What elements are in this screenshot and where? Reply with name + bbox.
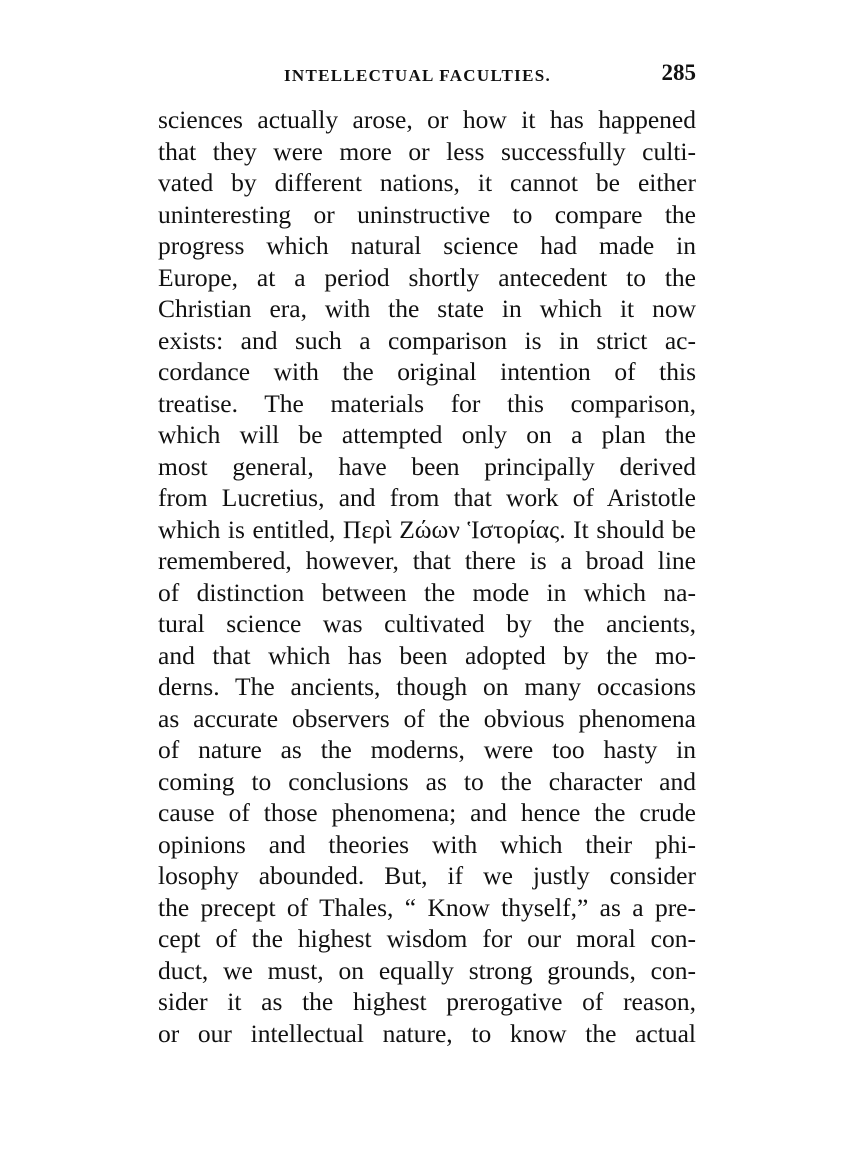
text-line: which will be attempted only on a plan the	[158, 420, 696, 449]
text-line: as accurate observers of the obvious phenomena	[158, 703, 696, 733]
text-line: remembered, however, that there is a broad line	[158, 546, 696, 575]
text-line: Christian era, with the state in which it now	[158, 294, 696, 323]
text-line: cordance with the original intention of this	[158, 357, 696, 386]
text-line: opinions and theories with which their phi-	[158, 829, 696, 859]
text-line: exists: and such a comparison is in strict ac-	[158, 325, 696, 355]
text-line: and that which has been adopted by the mo-	[158, 640, 696, 670]
text-line: vated by different nations, it cannot be either	[158, 168, 696, 197]
text-line: tural science was cultivated by the ancients,	[158, 609, 696, 638]
text-line: derns. The ancients, though on many occasions	[158, 672, 696, 701]
text-line: Europe, at a period shortly antecedent to the	[158, 262, 696, 292]
text-line: from Lucretius, and from that work of Aristotle	[158, 483, 696, 512]
text-line: losophy abounded. But, if we justly consider	[158, 861, 696, 890]
text-line: coming to conclusions as to the character and	[158, 766, 696, 796]
text-line: cept of the highest wisdom for our moral con-	[158, 924, 696, 953]
text-line: treatise. The materials for this comparison,	[158, 388, 696, 418]
text-line: most general, have been principally derived	[158, 451, 696, 481]
text-line: sciences actually arose, or how it has happened	[158, 105, 696, 134]
page-number: 285	[661, 60, 696, 85]
body-text	[158, 104, 696, 1049]
text-line: the precept of Thales, “ Know thyself,” as a pre-	[158, 892, 696, 922]
text-line: that they were more or less successfully culti-	[158, 136, 696, 166]
text-line: or our intellectual nature, to know the actual	[158, 1018, 696, 1048]
text-line: cause of those phenomena; and hence the crude	[158, 798, 696, 827]
running-head	[158, 58, 696, 92]
text-line: sider it as the highest prerogative of reason,	[158, 987, 696, 1016]
text-line: duct, we must, on equally strong grounds, con-	[158, 955, 696, 985]
text-line: which is entitled, Περὶ Ζώων Ἱστορίας. It should be	[158, 514, 696, 544]
running-title: INTELLECTUAL FACULTIES.	[284, 66, 552, 85]
text-line: progress which natural science had made in	[158, 231, 696, 260]
text-line: of distinction between the mode in which na-	[158, 577, 696, 607]
text-line: of nature as the moderns, were too hasty in	[158, 735, 696, 764]
text-line: uninteresting or uninstructive to compare the	[158, 199, 696, 229]
